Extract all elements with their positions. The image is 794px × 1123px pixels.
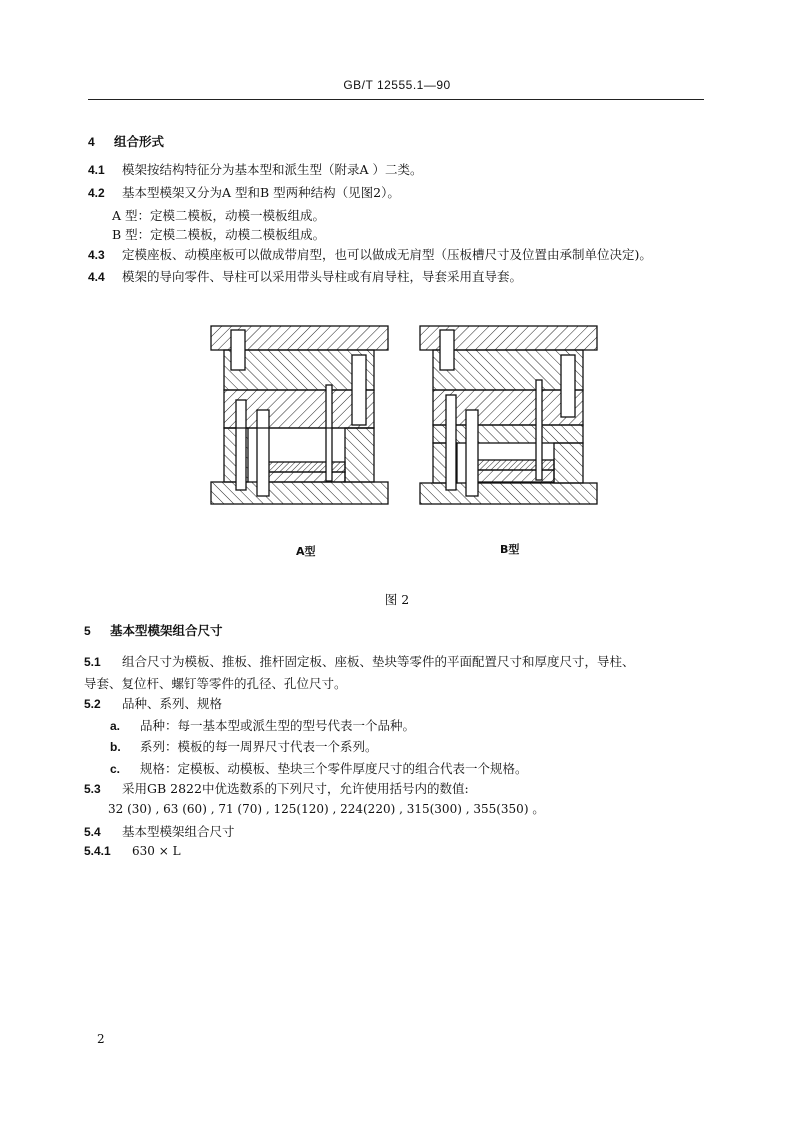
page-number: 2 [97,1032,105,1046]
page-header: GB/T 12555.1—90 [343,78,451,92]
section-title: 基本型模架组合尺寸 [109,623,223,638]
clause-text: 定模座板、动模座板可以做成带肩型，也可以做成无肩型（压板槽尺寸及位置由承制单位决定)。 [121,247,652,262]
clause-text: 基本型模架又分为A 型和B 型两种结构（见图2）。 [121,185,400,200]
item-label: c. [110,762,121,776]
clause-5-1-continued: 导套、复位杆、螺钉等零件的孔径、孔位尺寸。 [84,676,347,691]
clause-text: 模架的导向零件、导柱可以采用带头导柱或有肩导柱，导套采用直导套。 [121,269,522,284]
clause-number: 5.1 [84,655,101,669]
clause-text: 基本型模架组合尺寸 [121,824,235,839]
figure-label-b: B型 [500,543,520,556]
clause-4-4 [88,267,522,285]
item-text: 品种：每一基本型或派生型的型号代表一个品种。 [139,718,415,733]
clause-5-1 [84,652,635,670]
clause-number: 4.3 [88,248,105,262]
figure-caption: 图 2 [384,592,410,607]
clause-number: 4.1 [88,163,105,177]
clause-text: 组合尺寸为模板、推板、推杆固定板、座板、垫块等零件的平面配置尺寸和厚度尺寸，导柱、 [121,654,635,669]
section-5-heading [84,621,223,639]
item-label: b. [110,740,121,754]
clause-number: 5.3 [84,782,101,796]
clause-4-1 [88,160,423,178]
clause-text: 品种、系列、规格 [121,696,222,711]
clause-text: 采用GB 2822中优选数系的下列尺寸，允许使用括号内的数值: [121,781,469,796]
clause-4-3 [88,245,652,263]
drawing-type-a [211,326,388,504]
clause-5-4 [84,822,235,840]
clause-4-2 [88,183,400,201]
figure-label-a: A型 [296,545,316,558]
clause-5-2-c [110,759,528,777]
clause-5-3 [84,779,469,797]
item-label: a. [110,719,121,733]
clause-5-2-b [110,737,378,755]
clause-5-2 [84,694,222,712]
drawing-type-b [420,326,597,504]
clause-number: 5.4 [84,825,101,839]
clause-4-2-a: A 型：定模二模板，动模一模板组成。 [112,208,326,223]
item-text: 系列：模板的每一周界尺寸代表一个系列。 [139,739,378,754]
section-number: 4 [88,135,95,149]
header-rule [88,99,704,100]
clause-5-3-values: 32 (30) , 63 (60) , 71 (70) , 125(120) , 224(220) , 315(300) , 355(350) 。 [108,802,545,816]
clause-number: 5.4.1 [84,844,111,858]
clause-text: 630 × L [131,844,181,858]
clause-text: 模架按结构特征分为基本型和派生型（附录A ）二类。 [121,162,423,177]
clause-5-2-a [110,716,415,734]
clause-number: 5.2 [84,697,101,711]
section-4-heading [88,132,164,150]
item-text: 规格：定模板、动模板、垫块三个零件厚度尺寸的组合代表一个规格。 [139,761,528,776]
clause-5-4-1 [84,843,181,858]
section-title: 组合形式 [113,134,164,149]
section-number: 5 [84,624,91,638]
clause-4-2-b: B 型：定模二模板，动模二模板组成。 [112,227,326,242]
clause-number: 4.4 [88,270,105,284]
clause-number: 4.2 [88,186,105,200]
figure-2-drawings [0,310,794,610]
